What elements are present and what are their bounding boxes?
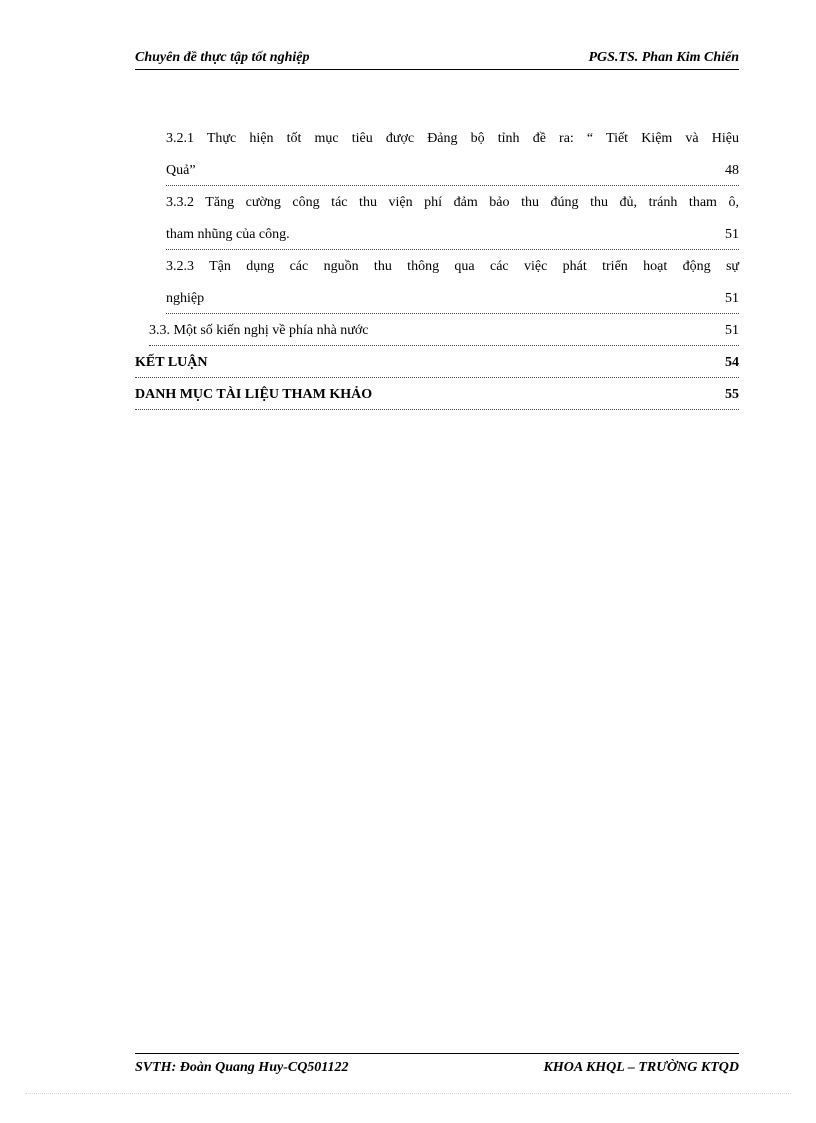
page-footer <box>135 1053 739 1080</box>
toc-entry-text: Quả” <box>166 163 196 178</box>
toc-entry-line <box>135 224 739 256</box>
toc-entry-text: 3.3. Một số kiến nghị về phía nhà nước <box>149 323 369 338</box>
toc-entry-text: KẾT LUẬN <box>135 355 208 370</box>
toc-entry-text: tham nhũng của công. <box>166 227 290 242</box>
toc-page-number: 55 <box>721 387 739 403</box>
toc-entry-text: DANH MỤC TÀI LIỆU THAM KHẢO <box>135 387 373 402</box>
toc-entry-line <box>135 256 739 288</box>
toc-page-number: 51 <box>721 291 739 307</box>
dot-leader <box>166 312 739 314</box>
toc-page-number: 54 <box>721 355 739 371</box>
toc-entry-text: 3.2.3 Tận dụng các nguồn thu thông qua các việc phát triển hoạt động sự <box>166 259 739 274</box>
table-of-contents <box>135 128 739 416</box>
toc-entry-line <box>135 160 739 192</box>
toc-entry-text: nghiệp <box>166 291 205 306</box>
page-header <box>135 49 739 70</box>
footer-student: SVTH: Đoàn Quang Huy-CQ501122 <box>135 1060 349 1075</box>
page-bottom-divider <box>25 1093 791 1094</box>
toc-entry-line <box>135 128 739 160</box>
header-author: PGS.TS. Phan Kim Chiến <box>588 50 739 65</box>
toc-page-number: 48 <box>721 163 739 179</box>
footer-faculty: KHOA KHQL – TRƯỜNG KTQD <box>543 1060 739 1075</box>
dot-leader <box>166 248 739 250</box>
toc-entry-text: 3.3.2 Tăng cường công tác thu viện phí đảm bảo thu đúng thu đủ, tránh tham ô, <box>166 195 739 210</box>
toc-page-number: 51 <box>721 323 739 339</box>
dot-leader <box>135 376 739 378</box>
toc-page-number: 51 <box>721 227 739 243</box>
header-title: Chuyên đề thực tập tốt nghiệp <box>135 50 310 65</box>
toc-entry <box>135 352 739 384</box>
toc-entry-text: 3.2.1 Thực hiện tốt mục tiêu được Đảng bộ tỉnh đề ra: “ Tiết Kiệm và Hiệu <box>166 131 739 146</box>
toc-entry <box>135 320 739 352</box>
dot-leader <box>135 408 739 410</box>
dot-leader <box>166 184 739 186</box>
toc-entry-line <box>135 288 739 320</box>
toc-entry <box>135 384 739 416</box>
toc-entry-line <box>135 192 739 224</box>
dot-leader <box>149 344 739 346</box>
